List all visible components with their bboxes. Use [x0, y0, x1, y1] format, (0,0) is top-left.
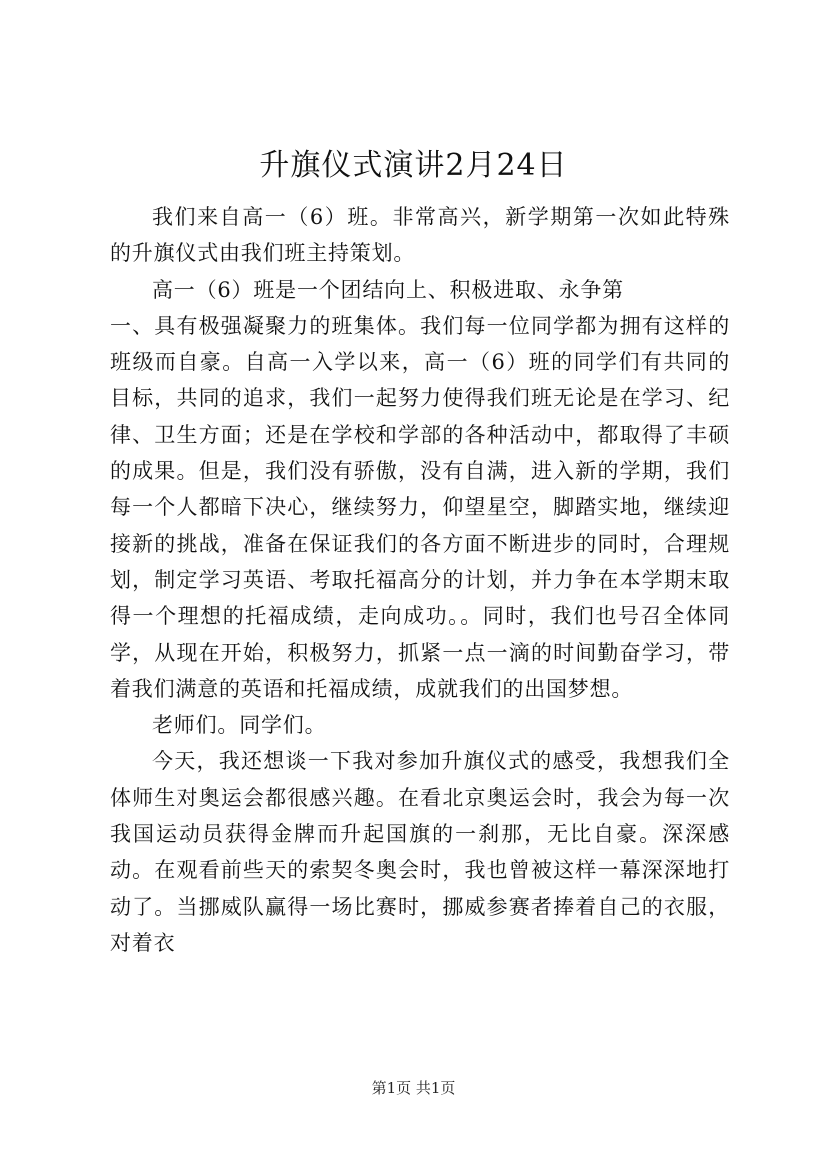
paragraph-class-achievements: 一、具有极强凝聚力的班集体。我们每一位同学都为拥有这样的班级而自豪。自高一入学以来，高一（6）班的同学们有共同的目标，共同的追求，我们一起努力使得我们班无论是在学习、纪律、卫生方面；还是在学校和学部的各种活动中，都取得了丰硕的成果。但是，我们没有骄傲，没有自满，进入新的学期，我们每一个人都暗下决心，继续努力，仰望星空，脚踏实地，继续迎接新的挑战，准备在保证我们的各方面不断进步的同时，合理规划，制定学习英语、考取托福高分的计划，并力争在本学期末取得一个理想的托福成绩，走向成功。。同时，我们也号召全体同学，从现在开始，积极努力，抓紧一点一滴的时间勤奋学习，带着我们满意的英语和托福成绩，成就我们的出国梦想。	[110, 313, 730, 701]
document-body	[110, 199, 730, 961]
document-title: 升旗仪式演讲2月24日	[259, 148, 568, 183]
paragraph-intro: 我们来自高一（6）班。非常高兴，新学期第一次如此特殊的升旗仪式由我们班主持策划。	[110, 205, 730, 266]
paragraph-flag-ceremony-feelings: 今天，我还想谈一下我对参加升旗仪式的感受，我想我们全体师生对奥运会都很感兴趣。在看北京奥运会时，我会为每一次我国运动员获得金牌而升起国旗的一刹那，无比自豪。深深感动。在观看前些天的索契冬奥会时，我也曾被这样一幕深深地打动了。当挪威队赢得一场比赛时，挪威参赛者捧着自己的衣服，对着衣	[110, 749, 730, 955]
page-number-footer: 第1页 共1页	[371, 1079, 456, 1097]
paragraph-class-description: 高一（6）班是一个团结向上、积极进取、永争第	[152, 277, 624, 302]
paragraph-salutation: 老师们。同学们。	[152, 713, 327, 738]
